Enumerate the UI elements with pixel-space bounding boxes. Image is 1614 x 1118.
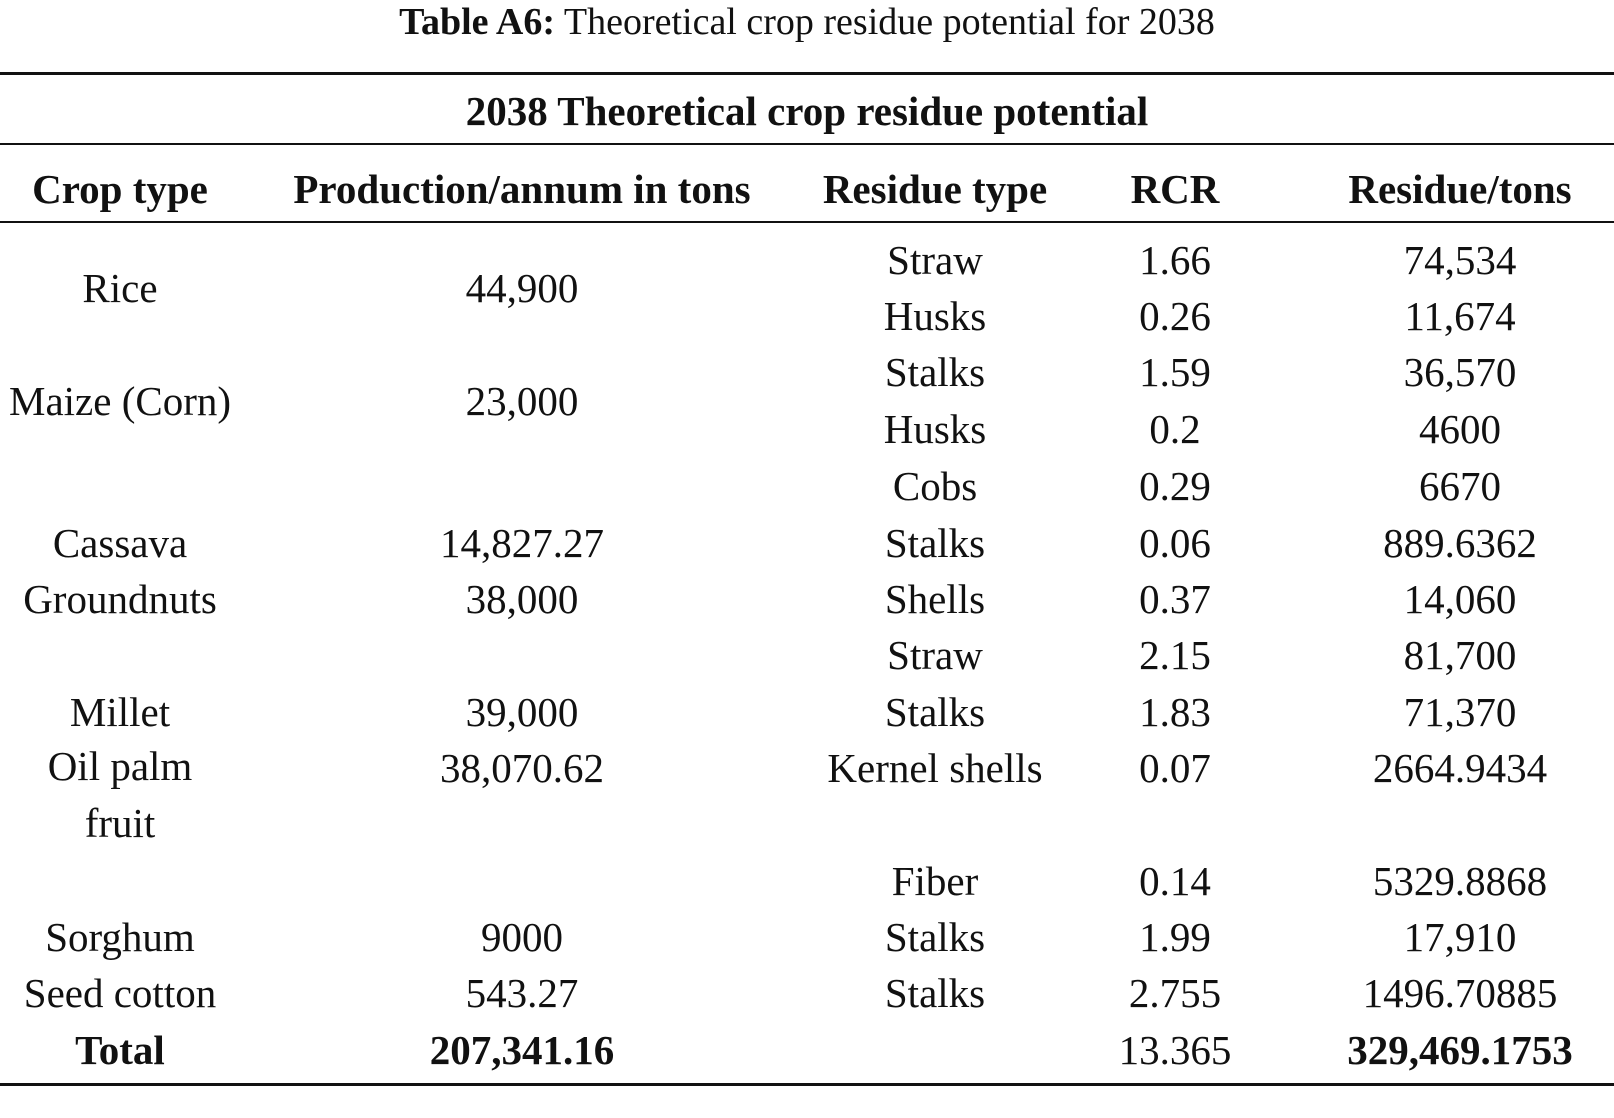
table-group-title: 2038 Theoretical crop residue potential [465, 88, 1149, 134]
residue-tons: 2664.9434 [1372, 745, 1548, 791]
residue-type: Straw [887, 237, 983, 283]
residue-tons: 4600 [1419, 406, 1501, 452]
residue-tons: 6670 [1419, 463, 1501, 509]
production-cassava: 14,827.27 [440, 520, 604, 566]
production-maize: 23,000 [465, 378, 579, 424]
residue-rcr: 0.29 [1139, 463, 1211, 509]
caption-label: Table A6: [399, 1, 556, 43]
residue-rcr: 0.07 [1139, 745, 1211, 791]
header-rule [0, 221, 1614, 223]
residue-rcr: 0.37 [1139, 576, 1211, 622]
residue-tons: 5329.8868 [1372, 858, 1548, 904]
residue-type: Stalks [884, 689, 986, 735]
crop-maize: Maize (Corn) [9, 378, 231, 424]
crop-oil-palm: Oil palm fruit [47, 743, 193, 846]
residue-rcr: 1.83 [1139, 689, 1211, 735]
group-title-rule [0, 143, 1614, 145]
residue-type: Husks [883, 293, 987, 339]
header-crop-type: Crop type [32, 166, 208, 212]
residue-rcr: 0.06 [1139, 520, 1211, 566]
production-millet: 39,000 [465, 689, 579, 735]
residue-rcr: 2.755 [1128, 970, 1222, 1016]
residue-type: Stalks [884, 914, 986, 960]
production-seed-cotton: 543.27 [465, 970, 579, 1016]
residue-rcr: 0.2 [1149, 406, 1201, 452]
production-rice: 44,900 [465, 265, 579, 311]
residue-tons: 36,570 [1403, 349, 1517, 395]
residue-tons: 889.6362 [1383, 520, 1537, 566]
header-rcr: RCR [1130, 166, 1220, 212]
residue-tons: 81,700 [1403, 632, 1517, 678]
header-residue-tons: Residue/tons [1348, 166, 1572, 212]
residue-type: Kernel shells [827, 745, 1043, 791]
total-production: 207,341.16 [429, 1027, 615, 1073]
residue-type: Stalks [884, 349, 986, 395]
header-production: Production/annum in tons [293, 166, 751, 212]
header-residue-type: Residue type [822, 166, 1048, 212]
total-rcr: 13.365 [1118, 1027, 1232, 1073]
residue-rcr: 0.14 [1139, 858, 1211, 904]
residue-rcr: 1.66 [1139, 237, 1211, 283]
residue-type: Stalks [884, 520, 986, 566]
production-groundnuts: 38,000 [465, 576, 579, 622]
bottom-rule [0, 1083, 1614, 1086]
residue-type: Stalks [884, 970, 986, 1016]
residue-type: Husks [883, 406, 987, 452]
residue-rcr: 1.99 [1139, 914, 1211, 960]
top-rule [0, 72, 1614, 75]
crop-millet: Millet [69, 689, 171, 735]
caption-text: Theoretical crop residue potential for 2038 [563, 1, 1215, 43]
residue-tons: 17,910 [1403, 914, 1517, 960]
residue-tons: 11,674 [1404, 293, 1516, 339]
residue-tons: 14,060 [1403, 576, 1517, 622]
residue-tons: 74,534 [1403, 237, 1517, 283]
production-oil-palm: 38,070.62 [440, 745, 604, 791]
residue-type: Shells [884, 576, 986, 622]
crop-cassava: Cassava [52, 520, 188, 566]
residue-rcr: 2.15 [1139, 632, 1211, 678]
residue-type: Fiber [891, 858, 979, 904]
table-caption [0, 0, 1614, 44]
total-label: Total [75, 1027, 165, 1073]
residue-tons: 71,370 [1403, 689, 1517, 735]
residue-rcr: 1.59 [1139, 349, 1211, 395]
production-sorghum: 9000 [481, 914, 563, 960]
crop-groundnuts: Groundnuts [23, 576, 217, 622]
residue-type: Straw [887, 632, 983, 678]
residue-rcr: 0.26 [1139, 293, 1211, 339]
residue-type: Cobs [892, 463, 978, 509]
crop-seed-cotton: Seed cotton [23, 970, 217, 1016]
total-residue-tons: 329,469.1753 [1347, 1027, 1573, 1073]
residue-tons: 1496.70885 [1362, 970, 1558, 1016]
crop-sorghum: Sorghum [45, 914, 195, 960]
crop-rice: Rice [82, 265, 158, 311]
